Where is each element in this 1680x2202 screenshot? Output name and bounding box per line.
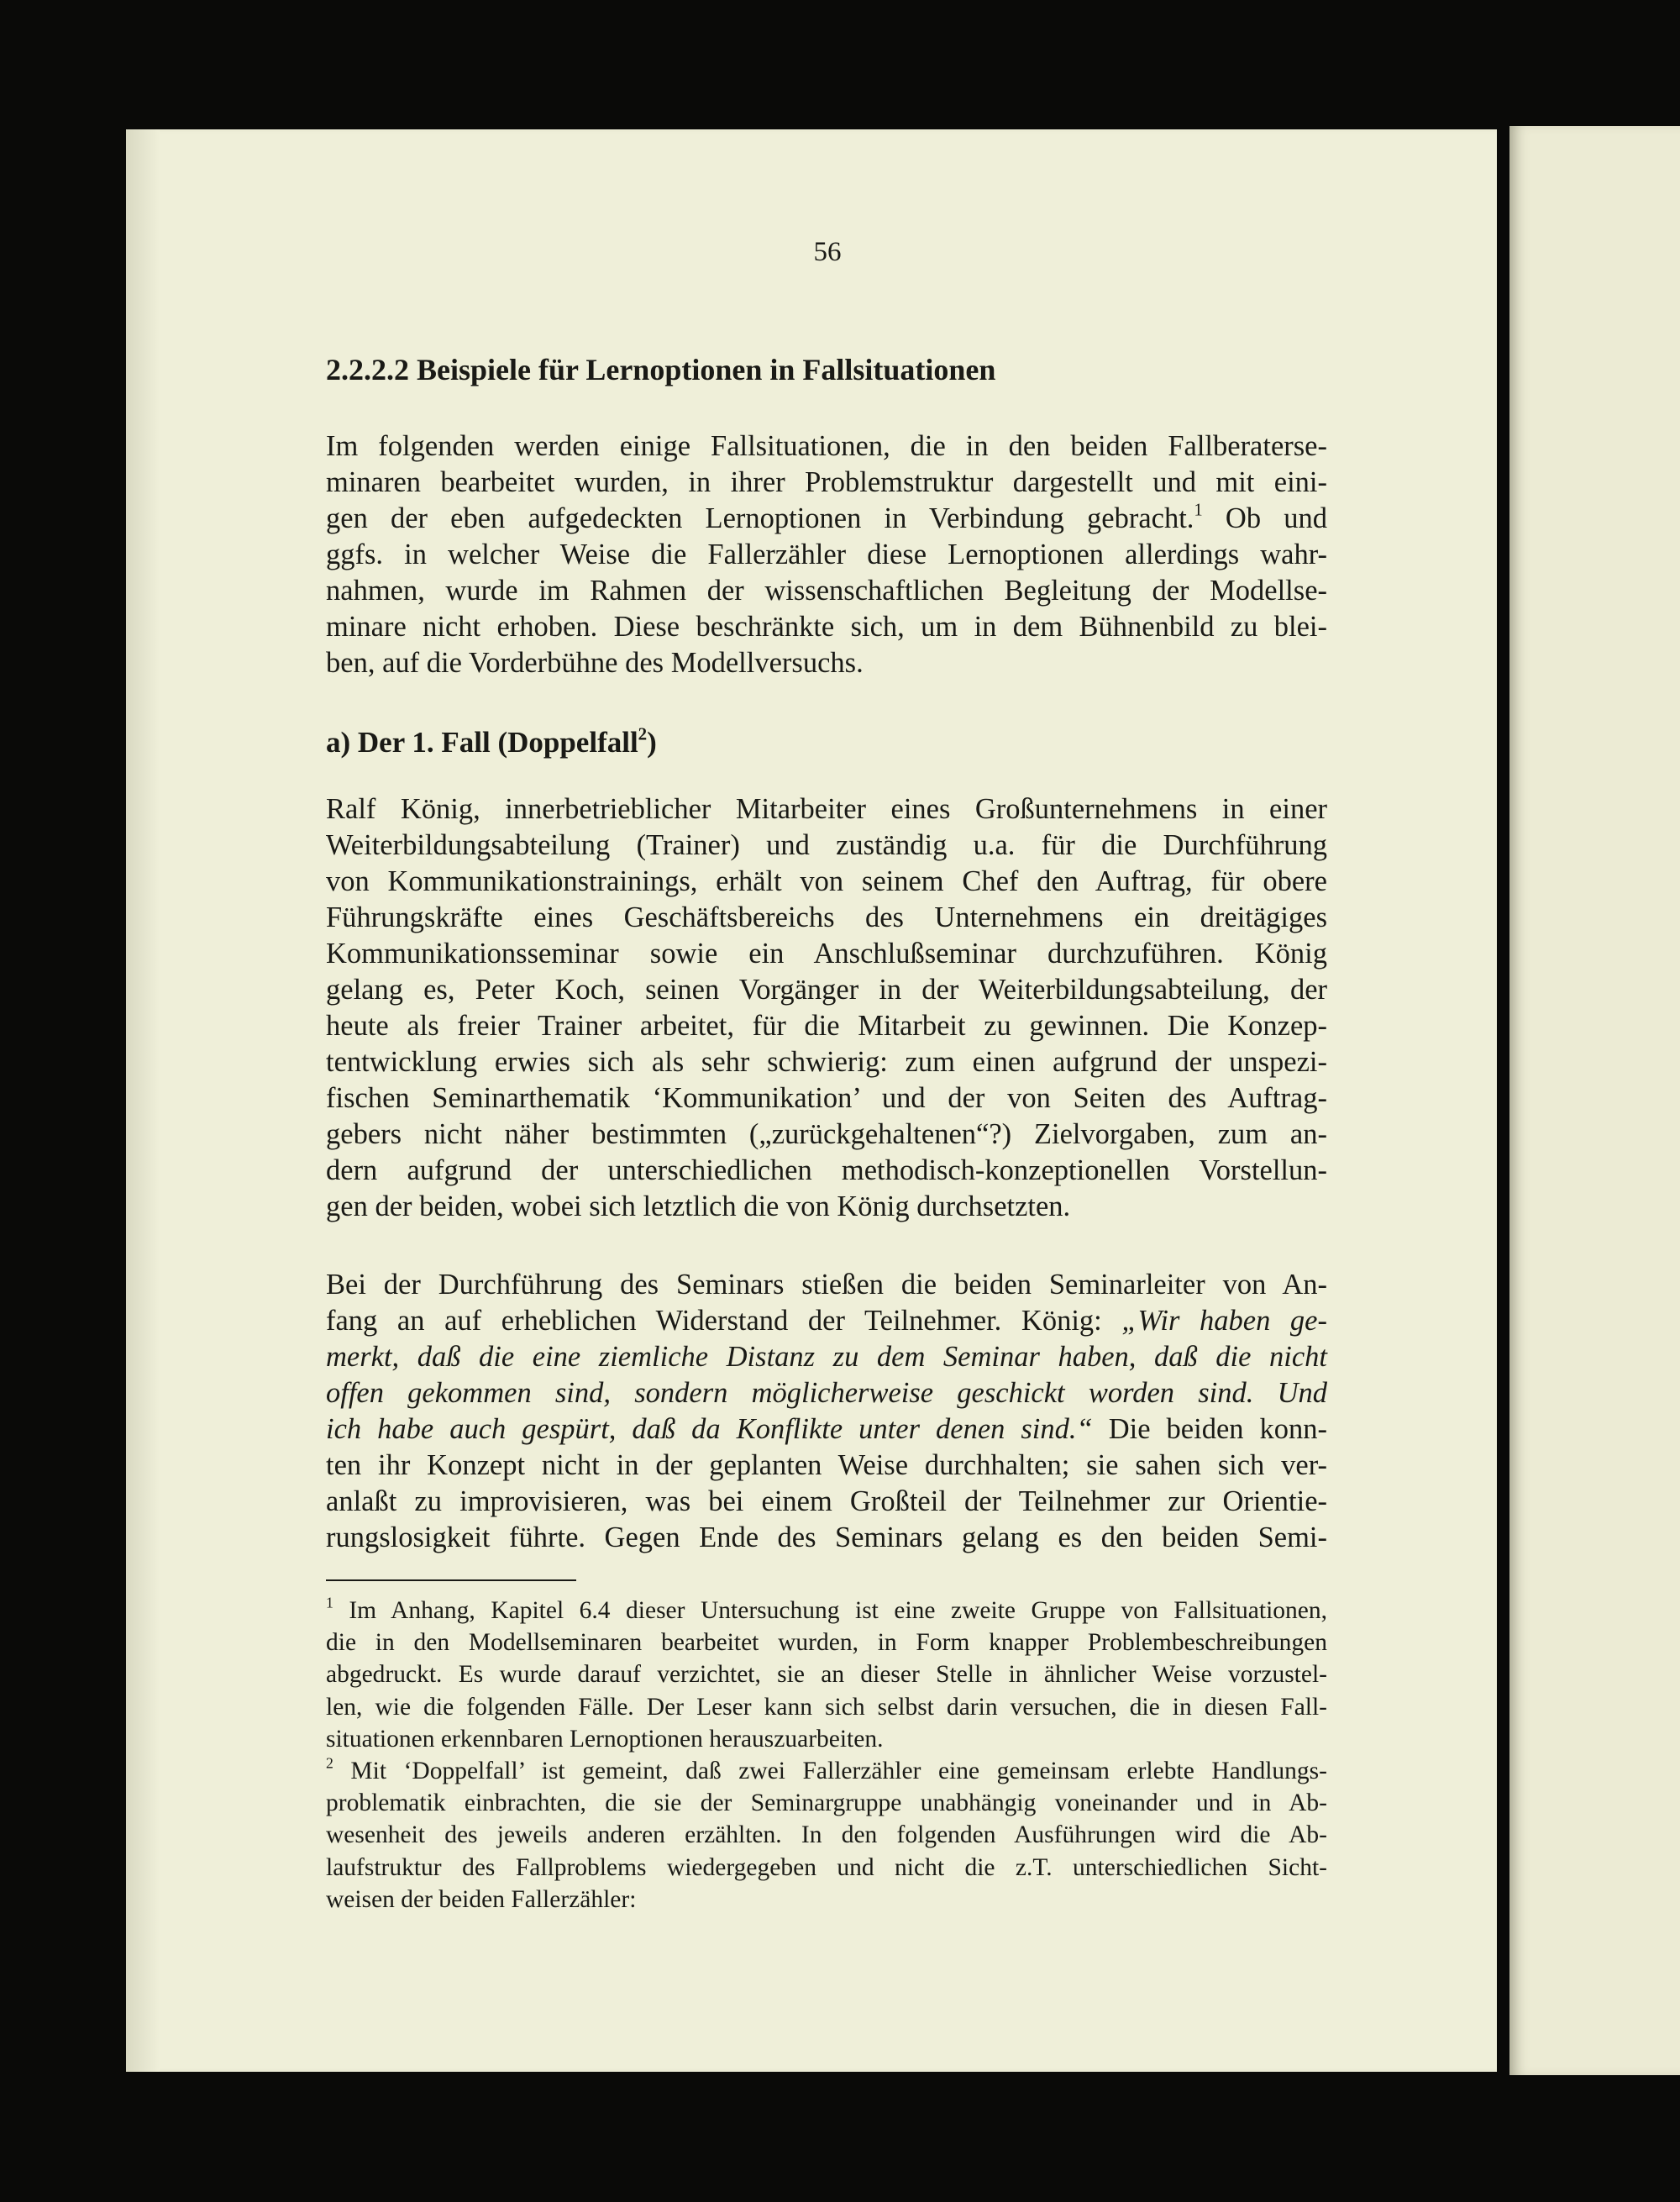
text-line: Ralf König, innerbetrieblicher Mitarbeiter eines Großunternehmens in einer <box>326 793 1327 825</box>
text-line: Führungskräfte eines Geschäftsbereichs des Unternehmens ein dreitägiges <box>326 901 1327 933</box>
section-heading: 2.2.2.2 Beispiele für Lernoptionen in Fallsituationen <box>326 353 996 386</box>
text-line: tentwicklung erwies sich als sehr schwierig: zum einen aufgrund der unspezi- <box>326 1046 1327 1078</box>
text-segment: Ob und <box>1202 502 1327 534</box>
text-line: Bei der Durchführung des Seminars stießen die beiden Seminarleiter von An- <box>326 1269 1327 1301</box>
text-segment: ) <box>647 726 657 759</box>
text-line: problematik einbrachten, die sie der Seminargruppe unabhängig voneinander und in Ab- <box>326 1789 1327 1817</box>
text-line: Im folgenden werden einige Fallsituationen, die in den beiden Fallberaterse- <box>326 430 1327 462</box>
text-line: rungslosigkeit führte. Gegen Ende des Seminars gelang es den beiden Semi- <box>326 1521 1327 1553</box>
text-line: weisen der beiden Fallerzähler: <box>326 1885 637 1913</box>
text-line: gebers nicht näher bestimmten („zurückgehaltenen“?) Zielvorgaben, zum an- <box>326 1118 1327 1150</box>
page-gutter-shadow <box>126 129 160 2072</box>
text-line: laufstruktur des Fallproblems wiedergegeben und nicht die z.T. unterschiedlichen Sicht- <box>326 1853 1327 1881</box>
quoted-text: merkt, daß die eine ziemliche Distanz zu dem Seminar haben, daß die nicht <box>326 1341 1327 1373</box>
text-line: abgedruckt. Es wurde darauf verzichtet, sie an dieser Stelle in ähnlicher Weise vorzustel- <box>326 1661 1327 1689</box>
facing-page-edge <box>1509 126 1680 2075</box>
text-line: von Kommunikationstrainings, erhält von seinem Chef den Auftrag, für obere <box>326 865 1327 897</box>
text-line <box>326 501 1327 537</box>
text-line: ggfs. in welcher Weise die Fallerzähler diese Lernoptionen allerdings wahr- <box>326 539 1327 570</box>
text-line: Weiterbildungsabteilung (Trainer) und zuständig u.a. für die Durchführung <box>326 829 1327 861</box>
quoted-text: „Wir haben ge- <box>1121 1305 1327 1337</box>
text-segment: Mit ‘Doppelfall’ ist gemeint, daß zwei Fallerzähler eine gemeinsam erlebte Handlungs- <box>333 1757 1327 1784</box>
text-line <box>326 1303 1327 1339</box>
text-line: nahmen, wurde im Rahmen der wissenschaftlichen Begleitung der Modellse- <box>326 575 1327 607</box>
text-line <box>326 1339 1327 1375</box>
quoted-text: offen gekommen sind, sondern möglicherweise geschickt worden sind. Und <box>326 1377 1327 1409</box>
text-line: gen der beiden, wobei sich letztlich die von König durchsetzten. <box>326 1190 1071 1222</box>
case-subheading <box>326 724 1327 761</box>
text-line: fischen Seminarthematik ‘Kommunikation’ und der von Seiten des Auftrag- <box>326 1082 1327 1114</box>
text-segment: fang an auf erheblichen Widerstand der Teilnehmer. König: <box>326 1305 1122 1337</box>
text-line: len, wie die folgenden Fälle. Der Leser kann sich selbst darin versuchen, die in diesen Fall- <box>326 1693 1327 1721</box>
text-line: die in den Modellseminaren bearbeitet wurden, in Form knapper Problembeschreibungen <box>326 1629 1327 1657</box>
text-line: dern aufgrund der unterschiedlichen methodisch-konzeptionellen Vorstellun- <box>326 1154 1327 1186</box>
footnote-marker: 2 <box>638 723 648 744</box>
text-line: wesenheit des jeweils anderen erzählten. In den folgenden Ausführungen wird die Ab- <box>326 1821 1327 1849</box>
text-line: heute als freier Trainer arbeitet, für die Mitarbeit zu gewinnen. Die Konzep- <box>326 1010 1327 1042</box>
text-segment: Die beiden konn- <box>1092 1413 1328 1445</box>
text-line: situationen erkennbaren Lernoptionen herauszuarbeiten. <box>326 1725 884 1753</box>
paragraph-seminar-course <box>326 1267 1327 1556</box>
text-segment: gen der eben aufgedeckten Lernoptionen in Verbindung gebracht. <box>326 502 1194 534</box>
text-line <box>326 1375 1327 1411</box>
text-segment: Im Anhang, Kapitel 6.4 dieser Untersuchung ist eine zweite Gruppe von Fallsituationen, <box>333 1597 1327 1624</box>
footnote-marker: 2 <box>326 1754 333 1772</box>
text-line <box>326 1755 1327 1787</box>
footnote-marker: 1 <box>326 1594 333 1611</box>
text-line <box>326 1595 1327 1627</box>
footnote-marker: 1 <box>1194 501 1203 520</box>
paragraph-case-description <box>326 791 1327 1225</box>
text-line: minaren bearbeitet wurden, in ihrer Problemstruktur dargestellt und mit eini- <box>326 466 1327 498</box>
text-line: minare nicht erhoben. Diese beschränkte sich, um in dem Bühnenbild zu blei- <box>326 611 1327 643</box>
footnote-separator <box>326 1579 576 1581</box>
text-line: anlaßt zu improvisieren, was bei einem Großteil der Teilnehmer zur Orientie- <box>326 1485 1327 1517</box>
quoted-text: ich habe auch gespürt, daß da Konflikte unter denen sind.“ <box>326 1413 1093 1445</box>
text-line: gelang es, Peter Koch, seinen Vorgänger in der Weiterbildungsabteilung, der <box>326 974 1327 1006</box>
page-number: 56 <box>813 237 842 267</box>
text-segment: a) Der 1. Fall (Doppelfall <box>326 726 638 759</box>
text-line <box>326 1411 1327 1448</box>
footnotes <box>326 1595 1327 1916</box>
text-line: ten ihr Konzept nicht in der geplanten Weise durchhalten; sie sahen sich ver- <box>326 1449 1327 1481</box>
text-line: ben, auf die Vorderbühne des Modellversuchs. <box>326 647 864 679</box>
text-line: Kommunikationsseminar sowie ein Anschlußseminar durchzuführen. König <box>326 938 1327 970</box>
paragraph-intro <box>326 428 1327 681</box>
